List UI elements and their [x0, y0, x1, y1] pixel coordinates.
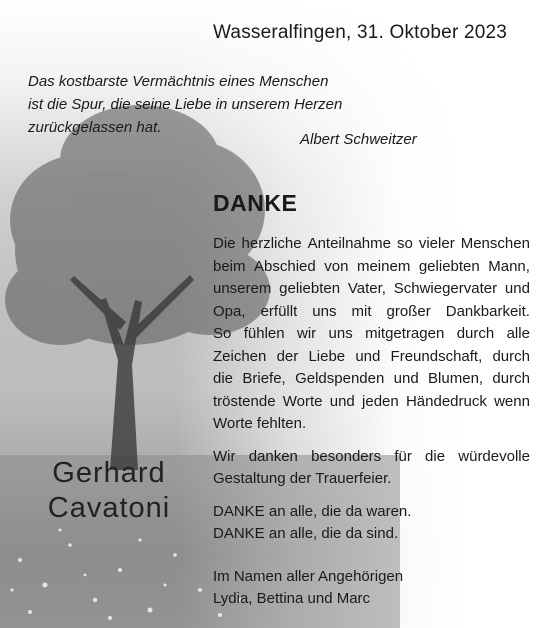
- deceased-last-name: Cavatoni: [47, 492, 171, 524]
- word: mitgetragen: [365, 325, 445, 342]
- word: Händedruck: [405, 392, 487, 410]
- word: und: [393, 370, 419, 387]
- heading: DANKE: [213, 190, 298, 216]
- word: Liebe: [308, 347, 346, 365]
- word: großer: [386, 302, 431, 320]
- word: und: [504, 280, 530, 297]
- word: uns: [328, 325, 353, 342]
- word: Dankbarkeit.: [445, 302, 530, 320]
- word: Opa,: [213, 302, 246, 320]
- word: geliebten: [418, 257, 480, 275]
- date-line: Wasseralfingen, 31. Oktober 2023: [213, 22, 508, 43]
- word: so: [396, 235, 413, 252]
- body-line: [213, 346, 530, 369]
- word: Schwiegervater: [393, 280, 498, 297]
- word: von: [324, 257, 349, 275]
- body-line: [213, 256, 530, 279]
- word: durch: [492, 370, 530, 387]
- body-line: Worte fehlten.: [213, 415, 307, 432]
- word: vieler: [418, 235, 455, 252]
- word: würdevolle: [458, 447, 530, 465]
- word: Zeichen: [213, 347, 267, 365]
- signature-line: Im Namen aller Angehörigen: [213, 567, 404, 585]
- word: meinem: [356, 257, 411, 275]
- quote: [28, 70, 342, 139]
- word: Worte: [282, 392, 323, 410]
- word: durch: [492, 347, 530, 365]
- body-text: [213, 233, 530, 611]
- word: Briefe,: [242, 370, 286, 387]
- body-line: [213, 278, 530, 301]
- word: So: [213, 325, 232, 342]
- signature-line: Lydia, Bettina und Marc: [213, 590, 371, 607]
- quote-line: ist die Spur, die seine Liebe in unserem Herzen: [28, 96, 343, 113]
- word: wenn: [494, 392, 530, 410]
- word: die: [213, 370, 234, 387]
- word: Vater,: [347, 280, 386, 297]
- word: tröstende: [213, 392, 276, 410]
- deceased-first-name: Gerhard: [52, 457, 166, 489]
- thanks-line: DANKE an alle, die da waren.: [213, 502, 412, 520]
- word: Blumen,: [428, 370, 484, 387]
- word: uns: [312, 302, 337, 320]
- quote-author: Albert Schweitzer: [300, 131, 417, 148]
- word: Menschen: [460, 235, 530, 252]
- word: wir: [296, 325, 317, 342]
- quote-line: zurückgelassen hat.: [28, 119, 162, 136]
- body-line: [213, 391, 530, 414]
- word: Anteilnahme: [307, 235, 391, 252]
- word: und: [329, 392, 355, 410]
- body-line: [213, 323, 530, 346]
- word: besonders: [311, 447, 382, 465]
- word: die: [425, 447, 446, 465]
- word: durch: [456, 325, 495, 342]
- body-line: [213, 301, 530, 324]
- body-line: [213, 446, 530, 469]
- body-line: [213, 233, 530, 256]
- word: alle: [506, 325, 530, 342]
- word: jeden: [362, 392, 399, 410]
- word: beim: [213, 257, 246, 275]
- word: erfüllt: [260, 302, 298, 320]
- word: fühlen: [243, 325, 285, 342]
- word: danken: [248, 447, 298, 465]
- word: Abschied: [254, 257, 316, 275]
- word: geliebten: [279, 280, 341, 297]
- word: Mann,: [488, 257, 530, 275]
- word: Wir: [213, 447, 236, 465]
- deceased-name: [30, 456, 188, 526]
- word: Freundschaft,: [390, 347, 483, 365]
- word: unserem: [213, 280, 272, 297]
- thanks-line: DANKE an alle, die da sind.: [213, 525, 399, 542]
- word: für: [394, 447, 412, 465]
- quote-line: Das kostbarste Vermächtnis eines Menschen: [28, 73, 329, 90]
- word: Die: [213, 235, 236, 252]
- body-line: Gestaltung der Trauerfeier.: [213, 470, 392, 487]
- body-line: [213, 368, 530, 391]
- word: der: [276, 347, 299, 365]
- word: und: [355, 347, 381, 365]
- word: herzliche: [241, 235, 302, 252]
- word: mit: [351, 302, 372, 320]
- word: Geldspenden: [295, 370, 385, 387]
